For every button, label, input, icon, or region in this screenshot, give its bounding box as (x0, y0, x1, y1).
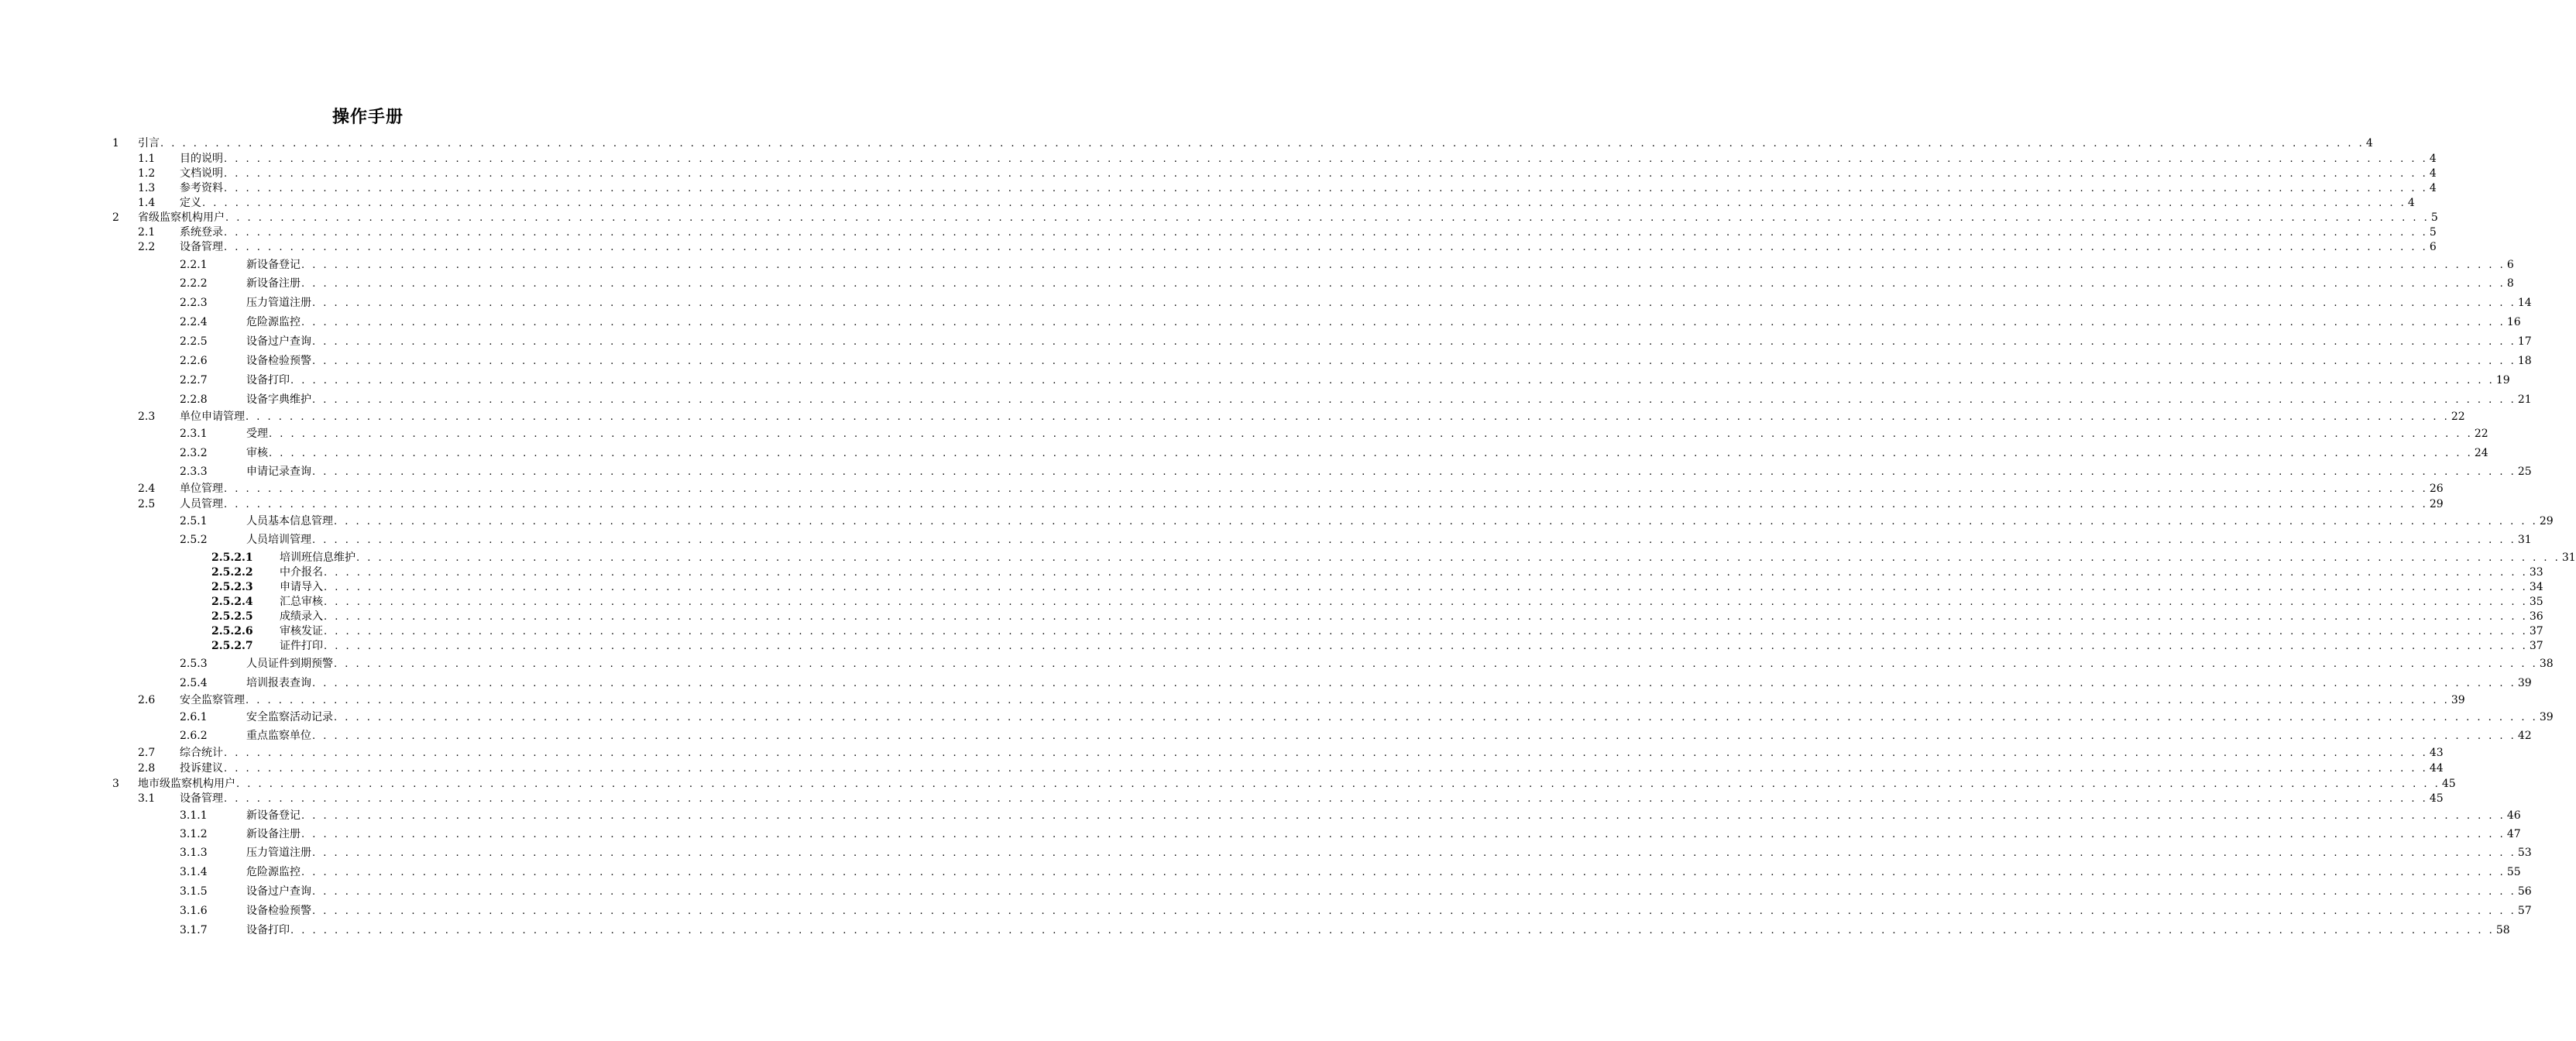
toc-entry-title: 设备过户查询 (246, 335, 311, 348)
toc-entry-page: 24 (2474, 447, 2488, 459)
toc-entry-number: 3.1.7 (180, 924, 208, 936)
toc-entry[interactable] (0, 446, 2488, 461)
toc-entry-title: 单位管理 (180, 483, 223, 495)
toc-entry-page: 53 (2517, 847, 2532, 859)
toc-entry-page: 25 (2517, 466, 2532, 478)
toc-entry-page: 42 (2517, 730, 2532, 742)
toc-entry-title: 人员培训管理 (246, 534, 311, 546)
dot-leader: . . . . . . . . . . . . . . . . . . . . . . . . . . . . . . . . . . . . . . . . . . . . . . . . . . . . . . . . . . . . . . . . . . . . . . . . . . . . . . . . . . . . . . . . . . . . . . . . . . . . . . . . . . . . . . . . . . . . . . . . . . . . . . . . . . . . . . . . . . . . . . . . . . . . . . . . . . . . . . . . . . . . . . . . . . . . . . . . . . . . . . . . . . . . . . . . . . . . . . . . (224, 483, 2428, 495)
toc-entry-number: 2.6 (138, 694, 156, 706)
toc-entry[interactable] (0, 533, 2532, 548)
toc-entry-page: 33 (2529, 566, 2543, 579)
toc-entry-page: 4 (2429, 182, 2437, 194)
toc-entry-page: 55 (2506, 866, 2521, 878)
toc-entry-title: 证件打印 (280, 640, 323, 652)
toc-entry[interactable] (0, 904, 2532, 919)
toc-entry-title: 设备管理 (180, 792, 223, 805)
dot-leader: . . . . . . . . . . . . . . . . . . . . . . . . . . . . . . . . . . . . . . . . . . . . . . . . . . . . . . . . . . . . . . . . . . . . . . . . . . . . . . . . . . . . . . . . . . . . . . . . . . . . . . . . . . . . . . . . . . . . . . . . . . . . . . . . . . . . . . . . . . . . . . . . . . . . . . . . . . . . . . . . . . . . . . . . . . . . . . . . . . . . . . . . . . . . . . . . . . . . . . . . (269, 448, 2473, 459)
dot-leader: . . . . . . . . . . . . . . . . . . . . . . . . . . . . . . . . . . . . . . . . . . . . . . . . . . . . . . . . . . . . . . . . . . . . . . . . . . . . . . . . . . . . . . . . . . . . . . . . . . . . . . . . . . . . . . . . . . . . . . . . . . . . . . . . . . . . . . . . . . . . . . . . . . . . . . . . . . . . . . . . . . . . . . . . . . . . . . . . . . . . . . . . . . . . . . . . . . . . . . . . (312, 297, 2516, 309)
toc-entry-page: 29 (2539, 515, 2554, 527)
toc-entry[interactable] (0, 225, 2437, 240)
toc-entry-number: 2.2.6 (180, 355, 208, 367)
toc-entry-title: 安全监察活动记录 (246, 711, 333, 723)
toc-entry-title: 培训报表查询 (246, 677, 311, 689)
toc-entry-number: 2.2.7 (180, 374, 208, 387)
toc-entry-title: 单位申请管理 (180, 411, 245, 423)
dot-leader: . . . . . . . . . . . . . . . . . . . . . . . . . . . . . . . . . . . . . . . . . . . . . . . . . . . . . . . . . . . . . . . . . . . . . . . . . . . . . . . . . . . . . . . . . . . . . . . . . . . . . . . . . . . . . . . . . . . . . . . . . . . . . . . . . . . . . . . . . . . . . . . . . . . . . . . . . . . . . . . . . . . . . . . . . . . . . . . . . . . . . . . . . . . . . . . . . . . . . . . . (224, 168, 2428, 180)
dot-leader: . . . . . . . . . . . . . . . . . . . . . . . . . . . . . . . . . . . . . . . . . . . . . . . . . . . . . . . . . . . . . . . . . . . . . . . . . . . . . . . . . . . . . . . . . . . . . . . . . . . . . . . . . . . . . . . . . . . . . . . . . . . . . . . . . . . . . . . . . . . . . . . . . . . . . . . . . . . . . . . . . . . . . . . . . . . . . . . . . . . . . . . . . . . . . . . . . . . . . . . . (312, 678, 2516, 689)
toc-entry-page: 19 (2495, 374, 2510, 387)
toc-entry-page: 6 (2429, 241, 2437, 253)
dot-leader: . . . . . . . . . . . . . . . . . . . . . . . . . . . . . . . . . . . . . . . . . . . . . . . . . . . . . . . . . . . . . . . . . . . . . . . . . . . . . . . . . . . . . . . . . . . . . . . . . . . . . . . . . . . . . . . . . . . . . . . . . . . . . . . . . . . . . . . . . . . . . . . . . . . . . . . . . . . . . . . . . . . . . . . . . . . . . . . . . . . . . . . . . . . . . . . . . . . . . . . . (224, 242, 2428, 253)
toc-entry-title: 成绩录入 (280, 610, 323, 623)
toc-entry-title: 汇总审核 (280, 596, 323, 608)
toc-entry-page: 4 (2429, 153, 2437, 165)
toc-entry-title: 人员证件到期预警 (246, 658, 333, 670)
toc-entry-number: 2.2.3 (180, 297, 208, 309)
dot-leader: . . . . . . . . . . . . . . . . . . . . . . . . . . . . . . . . . . . . . . . . . . . . . . . . . . . . . . . . . . . . . . . . . . . . . . . . . . . . . . . . . . . . . . . . . . . . . . . . . . . . . . . . . . . . . . . . . . . . . . . . . . . . . . . . . . . . . . . . . . . . . . . . . . . . . . . . . . . . . . . . . . . . . . . . . . . . . . . . . . . . . . . . . . . . . . . . . . . . . . . . (312, 356, 2516, 367)
toc-entry[interactable] (0, 410, 2465, 424)
toc-entry-page: 39 (2517, 677, 2532, 689)
toc-entry-title: 新设备登记 (246, 259, 301, 271)
toc-entry-page: 26 (2429, 483, 2444, 495)
toc-entry-number: 2 (112, 211, 119, 224)
dot-leader: . . . . . . . . . . . . . . . . . . . . . . . . . . . . . . . . . . . . . . . . . . . . . . . . . . . . . . . . . . . . . . . . . . . . . . . . . . . . . . . . . . . . . . . . . . . . . . . . . . . . . . . . . . . . . . . . . . . . . . . . . . . . . . . . . . . . . . . . . . . . . . . . . . . . . . . . . . . . . . . . . . . . . . . . . . . . . . . . . . . . . . . . . . . . . . . . . . . . . . . . (246, 695, 2450, 706)
toc-entry-number: 2.6.1 (180, 711, 208, 723)
dot-leader: . . . . . . . . . . . . . . . . . . . . . . . . . . . . . . . . . . . . . . . . . . . . . . . . . . . . . . . . . . . . . . . . . . . . . . . . . . . . . . . . . . . . . . . . . . . . . . . . . . . . . . . . . . . . . . . . . . . . . . . . . . . . . . . . . . . . . . . . . . . . . . . . . . . . . . . . . . . . . . . . . . . . . . . . . . . . . . . . . . . . . . . . . . . . . . . . . . . . . . . . (224, 183, 2428, 194)
dot-leader: . . . . . . . . . . . . . . . . . . . . . . . . . . . . . . . . . . . . . . . . . . . . . . . . . . . . . . . . . . . . . . . . . . . . . . . . . . . . . . . . . . . . . . . . . . . . . . . . . . . . . . . . . . . . . . . . . . . . . . . . . . . . . . . . . . . . . . . . . . . . . . . . . . . . . . . . . . . . . . . . . . . . . . . . . . . . . . . . . . . . . . . . . . . . . . . . . . . . . . . . (312, 886, 2516, 898)
dot-leader: . . . . . . . . . . . . . . . . . . . . . . . . . . . . . . . . . . . . . . . . . . . . . . . . . . . . . . . . . . . . . . . . . . . . . . . . . . . . . . . . . . . . . . . . . . . . . . . . . . . . . . . . . . . . . . . . . . . . . . . . . . . . . . . . . . . . . . . . . . . . . . . . . . . . . . . . . . . . . . . . . . . . . . . . . . . . . . . . . . . . . . . . . . . . . . . . . . . . . . . . (312, 730, 2516, 742)
dot-leader: . . . . . . . . . . . . . . . . . . . . . . . . . . . . . . . . . . . . . . . . . . . . . . . . . . . . . . . . . . . . . . . . . . . . . . . . . . . . . . . . . . . . . . . . . . . . . . . . . . . . . . . . . . . . . . . . . . . . . . . . . . . . . . . . . . . . . . . . . . . . . . . . . . . . . . . . . . . . . . . . . . . . . . . . . . . . . . . . . . . . . . . . . . . . . . . . . . . . . . . . (225, 212, 2430, 224)
dot-leader: . . . . . . . . . . . . . . . . . . . . . . . . . . . . . . . . . . . . . . . . . . . . . . . . . . . . . . . . . . . . . . . . . . . . . . . . . . . . . . . . . . . . . . . . . . . . . . . . . . . . . . . . . . . . . . . . . . . . . . . . . . . . . . . . . . . . . . . . . . . . . . . . . . . . . . . . . . . . . . . . . . . . . . . . . . . . . . . . . . . . . . . . . . . . . . . . . . . . . . . . (224, 763, 2428, 775)
toc-entry-number: 1 (112, 137, 119, 149)
toc-entry-title: 审核 (246, 447, 268, 459)
toc-entry-title: 综合统计 (180, 747, 223, 759)
dot-leader: . . . . . . . . . . . . . . . . . . . . . . . . . . . . . . . . . . . . . . . . . . . . . . . . . . . . . . . . . . . . . . . . . . . . . . . . . . . . . . . . . . . . . . . . . . . . . . . . . . . . . . . . . . . . . . . . . . . . . . . . . . . . . . . . . . . . . . . . . . . . . . . . . . . . . . . . . . . . . . . . . . . . . . . . . . . . . . . . . . . . . . . . . . . . . . . . . . . . . . . . (224, 153, 2428, 165)
toc-entry[interactable] (0, 393, 2532, 407)
toc-entry-title: 定义 (180, 197, 201, 209)
toc-entry-number: 2.6.2 (180, 730, 208, 742)
dot-leader: . . . . . . . . . . . . . . . . . . . . . . . . . . . . . . . . . . . . . . . . . . . . . . . . . . . . . . . . . . . . . . . . . . . . . . . . . . . . . . . . . . . . . . . . . . . . . . . . . . . . . . . . . . . . . . . . . . . . . . . . . . . . . . . . . . . . . . . . . . . . . . . . . . . . . . . . . . . . . . . . . . . . . . . . . . . . . . . . . . . . . . . . . . . . . . . . . . . . . . . . (301, 829, 2506, 840)
page-title: 操作手册 (331, 108, 404, 127)
toc-entry-title: 危险源监控 (246, 866, 301, 878)
toc-entry-page: 46 (2506, 809, 2521, 822)
toc-entry[interactable] (0, 296, 2532, 311)
toc-entry[interactable] (0, 761, 2444, 776)
toc-entry-page: 6 (2506, 259, 2514, 271)
toc-entry[interactable] (0, 354, 2532, 369)
toc-entry-page: 18 (2517, 355, 2532, 367)
toc-entry-title: 投诉建议 (180, 762, 223, 775)
toc-entry[interactable] (0, 335, 2532, 349)
toc-entry-number: 2.2.8 (180, 393, 208, 406)
toc-entry-number: 2.5.4 (180, 677, 208, 689)
toc-entry[interactable] (0, 610, 2543, 624)
toc-entry-page: 16 (2506, 316, 2521, 328)
toc-entry-number: 2.5.2.3 (211, 581, 253, 593)
dot-leader: . . . . . . . . . . . . . . . . . . . . . . . . . . . . . . . . . . . . . . . . . . . . . . . . . . . . . . . . . . . . . . . . . . . . . . . . . . . . . . . . . . . . . . . . . . . . . . . . . . . . . . . . . . . . . . . . . . . . . . . . . . . . . . . . . . . . . . . . . . . . . . . . . . . . . . . . . . . . . . . . . . . . . . . . . . . . . . . . . . . . . . . . . . . . . . . . . . . . . . . . (312, 534, 2516, 546)
toc-entry[interactable] (0, 315, 2521, 330)
toc-entry-title: 省级监察机构用户 (138, 211, 225, 224)
toc-entry-page: 56 (2517, 885, 2532, 898)
toc-entry-page: 38 (2539, 658, 2554, 670)
toc-entry[interactable] (0, 639, 2543, 654)
toc-entry-number: 2.3.2 (180, 447, 208, 459)
toc-entry-title: 审核发证 (280, 625, 323, 637)
dot-leader: . . . . . . . . . . . . . . . . . . . . . . . . . . . . . . . . . . . . . . . . . . . . . . . . . . . . . . . . . . . . . . . . . . . . . . . . . . . . . . . . . . . . . . . . . . . . . . . . . . . . . . . . . . . . . . . . . . . . . . . . . . . . . . . . . . . . . . . . . . . . . . . . . . . . . . . . . . . . . . . . . . . . . . . . . . . . . . . . . . . . . . . . . . . . . . . . . . . . . . . . (224, 747, 2428, 759)
dot-leader: . . . . . . . . . . . . . . . . . . . . . . . . . . . . . . . . . . . . . . . . . . . . . . . . . . . . . . . . . . . . . . . . . . . . . . . . . . . . . . . . . . . . . . . . . . . . . . . . . . . . . . . . . . . . . . . . . . . . . . . . . . . . . . . . . . . . . . . . . . . . . . . . . . . . . . . . . . . . . . . . . . . . . . . . . . . . . . . . . . . . . . . . . . . . . . . . . . . . . . . . (324, 611, 2528, 623)
toc-entry-title: 新设备注册 (246, 277, 301, 290)
toc-entry-number: 3.1.2 (180, 828, 208, 840)
toc-entry-number: 2.4 (138, 483, 156, 495)
toc-entry-number: 1.4 (138, 197, 156, 209)
toc-entry-number: 2.2.5 (180, 335, 208, 348)
toc-entry-page: 4 (2429, 167, 2437, 180)
toc-entry-number: 2.5.1 (180, 515, 208, 527)
dot-leader: . . . . . . . . . . . . . . . . . . . . . . . . . . . . . . . . . . . . . . . . . . . . . . . . . . . . . . . . . . . . . . . . . . . . . . . . . . . . . . . . . . . . . . . . . . . . . . . . . . . . . . . . . . . . . . . . . . . . . . . . . . . . . . . . . . . . . . . . . . . . . . . . . . . . . . . . . . . . . . . . . . . . . . . . . . . . . . . . . . . . . . . . . . . . . . . . . . . . . . . . (324, 567, 2528, 579)
toc-entry[interactable] (0, 746, 2444, 761)
dot-leader: . . . . . . . . . . . . . . . . . . . . . . . . . . . . . . . . . . . . . . . . . . . . . . . . . . . . . . . . . . . . . . . . . . . . . . . . . . . . . . . . . . . . . . . . . . . . . . . . . . . . . . . . . . . . . . . . . . . . . . . . . . . . . . . . . . . . . . . . . . . . . . . . . . . . . . . . . . . . . . . . . . . . . . . . . . . . . . . . . . . . . . . . . . . . . . . . . . . . . . . . (324, 641, 2528, 652)
dot-leader: . . . . . . . . . . . . . . . . . . . . . . . . . . . . . . . . . . . . . . . . . . . . . . . . . . . . . . . . . . . . . . . . . . . . . . . . . . . . . . . . . . . . . . . . . . . . . . . . . . . . . . . . . . . . . . . . . . . . . . . . . . . . . . . . . . . . . . . . . . . . . . . . . . . . . . . . . . . . . . . . . . . . . . . . . . . . . . . . . . . . . . . . . . . . . . . . . . . . . . . . (312, 394, 2516, 406)
toc-entry-page: 45 (2441, 778, 2456, 790)
toc-entry-page: 14 (2517, 297, 2532, 309)
dot-leader: . . . . . . . . . . . . . . . . . . . . . . . . . . . . . . . . . . . . . . . . . . . . . . . . . . . . . . . . . . . . . . . . . . . . . . . . . . . . . . . . . . . . . . . . . . . . . . . . . . . . . . . . . . . . . . . . . . . . . . . . . . . . . . . . . . . . . . . . . . . . . . . . . . . . . . . . . . . . . . . . . . . . . . . . . . . . . . . . . . . . . . . . . . . . . . . . . . . . . . . . (224, 499, 2428, 510)
toc-entry[interactable] (0, 580, 2543, 595)
toc-entry-page: 17 (2517, 335, 2532, 348)
toc-entry-page: 39 (2539, 711, 2554, 723)
toc-entry-page: 47 (2506, 828, 2521, 840)
toc-entry-title: 申请记录查询 (246, 466, 311, 478)
toc-entry-title: 目的说明 (180, 153, 223, 165)
toc-entry[interactable] (0, 258, 2514, 273)
toc-entry-page: 5 (2430, 211, 2438, 224)
toc-entry-number: 2.3.1 (180, 428, 208, 440)
toc-entry[interactable] (0, 792, 2444, 806)
dot-leader: . . . . . . . . . . . . . . . . . . . . . . . . . . . . . . . . . . . . . . . . . . . . . . . . . . . . . . . . . . . . . . . . . . . . . . . . . . . . . . . . . . . . . . . . . . . . . . . . . . . . . . . . . . . . . . . . . . . . . . . . . . . . . . . . . . . . . . . . . . . . . . . . . . . . . . . . . . . . . . . . . . . . . . . . . . . . . . . . . . . . . . . . . . . . . . . . . . . . . . . . (356, 552, 2561, 564)
toc-entry-title: 受理 (246, 428, 268, 440)
dot-leader: . . . . . . . . . . . . . . . . . . . . . . . . . . . . . . . . . . . . . . . . . . . . . . . . . . . . . . . . . . . . . . . . . . . . . . . . . . . . . . . . . . . . . . . . . . . . . . . . . . . . . . . . . . . . . . . . . . . . . . . . . . . . . . . . . . . . . . . . . . . . . . . . . . . . . . . . . . . . . . . . . . . . . . . . . . . . . . . . . . . . . . . . . . . . . . . . . . . . . . . . (290, 375, 2495, 387)
dot-leader: . . . . . . . . . . . . . . . . . . . . . . . . . . . . . . . . . . . . . . . . . . . . . . . . . . . . . . . . . . . . . . . . . . . . . . . . . . . . . . . . . . . . . . . . . . . . . . . . . . . . . . . . . . . . . . . . . . . . . . . . . . . . . . . . . . . . . . . . . . . . . . . . . . . . . . . . . . . . . . . . . . . . . . . . . . . . . . . . . . . . . . . . . . . . . . . . . . . . . . . . (312, 847, 2516, 859)
dot-leader: . . . . . . . . . . . . . . . . . . . . . . . . . . . . . . . . . . . . . . . . . . . . . . . . . . . . . . . . . . . . . . . . . . . . . . . . . . . . . . . . . . . . . . . . . . . . . . . . . . . . . . . . . . . . . . . . . . . . . . . . . . . . . . . . . . . . . . . . . . . . . . . . . . . . . . . . . . . . . . . . . . . . . . . . . . . . . . . . . . . . . . . . . . . . . . . . . . . . . . . . (290, 925, 2495, 936)
toc-entry[interactable] (0, 136, 2373, 151)
toc-entry[interactable] (0, 657, 2554, 672)
toc-entry[interactable] (0, 676, 2532, 691)
toc-entry-number: 2.5.2.6 (211, 625, 253, 637)
dot-leader: . . . . . . . . . . . . . . . . . . . . . . . . . . . . . . . . . . . . . . . . . . . . . . . . . . . . . . . . . . . . . . . . . . . . . . . . . . . . . . . . . . . . . . . . . . . . . . . . . . . . . . . . . . . . . . . . . . . . . . . . . . . . . . . . . . . . . . . . . . . . . . . . . . . . . . . . . . . . . . . . . . . . . . . . . . . . . . . . . . . . . . . . . . . . . . . . . . . . . . . . (301, 278, 2506, 290)
toc-entry-title: 系统登录 (180, 226, 223, 239)
toc-entry[interactable] (0, 167, 2437, 181)
dot-leader: . . . . . . . . . . . . . . . . . . . . . . . . . . . . . . . . . . . . . . . . . . . . . . . . . . . . . . . . . . . . . . . . . . . . . . . . . . . . . . . . . . . . . . . . . . . . . . . . . . . . . . . . . . . . . . . . . . . . . . . . . . . . . . . . . . . . . . . . . . . . . . . . . . . . . . . . . . . . . . . . . . . . . . . . . . . . . . . . . . . . . . . . . . . . . . . . . . . . . . . . (324, 596, 2528, 608)
toc-entry-title: 申请导入 (280, 581, 323, 593)
toc-entry-number: 2.5.2.2 (211, 566, 253, 579)
toc-entry-number: 3.1.6 (180, 905, 208, 917)
toc-entry-number: 2.5.3 (180, 658, 208, 670)
dot-leader: . . . . . . . . . . . . . . . . . . . . . . . . . . . . . . . . . . . . . . . . . . . . . . . . . . . . . . . . . . . . . . . . . . . . . . . . . . . . . . . . . . . . . . . . . . . . . . . . . . . . . . . . . . . . . . . . . . . . . . . . . . . . . . . . . . . . . . . . . . . . . . . . . . . . . . . . . . . . . . . . . . . . . . . . . . . . . . . . . . . . . . . . . . . . . . . . . . . . . . . . (334, 712, 2538, 723)
dot-leader: . . . . . . . . . . . . . . . . . . . . . . . . . . . . . . . . . . . . . . . . . . . . . . . . . . . . . . . . . . . . . . . . . . . . . . . . . . . . . . . . . . . . . . . . . . . . . . . . . . . . . . . . . . . . . . . . . . . . . . . . . . . . . . . . . . . . . . . . . . . . . . . . . . . . . . . . . . . . . . . . . . . . . . . . . . . . . . . . . . . . . . . . . . . . . . . . . . . . . . . . (334, 658, 2538, 670)
toc-entry-title: 压力管道注册 (246, 297, 311, 309)
toc-entry-page: 8 (2506, 277, 2514, 290)
dot-leader: . . . . . . . . . . . . . . . . . . . . . . . . . . . . . . . . . . . . . . . . . . . . . . . . . . . . . . . . . . . . . . . . . . . . . . . . . . . . . . . . . . . . . . . . . . . . . . . . . . . . . . . . . . . . . . . . . . . . . . . . . . . . . . . . . . . . . . . . . . . . . . . . . . . . . . . . . . . . . . . . . . . . . . . . . . . . . . . . . . . . . . . . . . . . . . . . . . . . . . . . (301, 867, 2506, 878)
toc-entry[interactable] (0, 923, 2510, 938)
toc-entry[interactable] (0, 624, 2543, 639)
toc-entry[interactable] (0, 565, 2543, 580)
dot-leader: . . . . . . . . . . . . . . . . . . . . . . . . . . . . . . . . . . . . . . . . . . . . . . . . . . . . . . . . . . . . . . . . . . . . . . . . . . . . . . . . . . . . . . . . . . . . . . . . . . . . . . . . . . . . . . . . . . . . . . . . . . . . . . . . . . . . . . . . . . . . . . . . . . . . . . . . . . . . . . . . . . . . . . . . . . . . . . . . . . . . . . . . . . . . . . . . . . . . . . . . (324, 626, 2528, 637)
toc-entry[interactable] (0, 865, 2521, 880)
toc-entry-page: 22 (2474, 428, 2488, 440)
toc-entry-title: 地市级监察机构用户 (138, 778, 235, 790)
toc-entry[interactable] (0, 885, 2532, 899)
toc-entry-title: 引言 (138, 137, 160, 149)
dot-leader: . . . . . . . . . . . . . . . . . . . . . . . . . . . . . . . . . . . . . . . . . . . . . . . . . . . . . . . . . . . . . . . . . . . . . . . . . . . . . . . . . . . . . . . . . . . . . . . . . . . . . . . . . . . . . . . . . . . . . . . . . . . . . . . . . . . . . . . . . . . . . . . . . . . . . . . . . . . . . . . . . . . . . . . . . . . . . . . . . . . . . . . . . . . . . . . . . . . . . . . . (224, 227, 2428, 239)
toc-entry-number: 2.5.2.1 (211, 551, 253, 564)
dot-leader: . . . . . . . . . . . . . . . . . . . . . . . . . . . . . . . . . . . . . . . . . . . . . . . . . . . . . . . . . . . . . . . . . . . . . . . . . . . . . . . . . . . . . . . . . . . . . . . . . . . . . . . . . . . . . . . . . . . . . . . . . . . . . . . . . . . . . . . . . . . . . . . . . . . . . . . . . . . . . . . . . . . . . . . . . . . . . . . . . . . . . . . . . . . . . . . . . . . . . . . . (301, 259, 2506, 271)
toc-entry-title: 重点监察单位 (246, 730, 311, 742)
toc-entry[interactable] (0, 827, 2521, 842)
toc-entry-title: 设备过户查询 (246, 885, 311, 898)
toc-entry-number: 2.8 (138, 762, 156, 775)
toc-entry-number: 2.5.2.5 (211, 610, 253, 623)
toc-entry-page: 43 (2429, 747, 2444, 759)
toc-entry[interactable] (0, 595, 2543, 610)
toc-entry-number: 3.1 (138, 792, 156, 805)
toc-entry-number: 2.2.4 (180, 316, 208, 328)
toc-entry[interactable] (0, 211, 2438, 225)
toc-entry-title: 危险源监控 (246, 316, 301, 328)
toc-entry-page: 37 (2529, 625, 2543, 637)
toc-entry-page: 35 (2529, 596, 2543, 608)
dot-leader: . . . . . . . . . . . . . . . . . . . . . . . . . . . . . . . . . . . . . . . . . . . . . . . . . . . . . . . . . . . . . . . . . . . . . . . . . . . . . . . . . . . . . . . . . . . . . . . . . . . . . . . . . . . . . . . . . . . . . . . . . . . . . . . . . . . . . . . . . . . . . . . . . . . . . . . . . . . . . . . . . . . . . . . . . . . . . . . . . . . . . . . . . . . . . . . . . . . . . . . . (312, 466, 2516, 478)
toc-entry-number: 1.2 (138, 167, 156, 180)
toc-entry-title: 设备检验预警 (246, 905, 311, 917)
dot-leader: . . . . . . . . . . . . . . . . . . . . . . . . . . . . . . . . . . . . . . . . . . . . . . . . . . . . . . . . . . . . . . . . . . . . . . . . . . . . . . . . . . . . . . . . . . . . . . . . . . . . . . . . . . . . . . . . . . . . . . . . . . . . . . . . . . . . . . . . . . . . . . . . . . . . . . . . . . . . . . . . . . . . . . . . . . . . . . . . . . . . . . . . . . . . . . . . . . . . . . . . (301, 317, 2506, 328)
toc-entry-title: 文档说明 (180, 167, 223, 180)
toc-entry[interactable] (0, 240, 2437, 255)
toc-entry-title: 设备打印 (246, 374, 290, 387)
toc-entry-number: 2.3 (138, 411, 156, 423)
toc-entry-page: 21 (2517, 393, 2532, 406)
toc-entry-number: 2.2.1 (180, 259, 208, 271)
toc-entry-number: 3.1.4 (180, 866, 208, 878)
toc-entry[interactable] (0, 196, 2415, 211)
toc-entry-page: 34 (2529, 581, 2543, 593)
toc-entry-page: 4 (2407, 197, 2415, 209)
toc-entry-number: 2.5.2.7 (211, 640, 253, 652)
dot-leader: . . . . . . . . . . . . . . . . . . . . . . . . . . . . . . . . . . . . . . . . . . . . . . . . . . . . . . . . . . . . . . . . . . . . . . . . . . . . . . . . . . . . . . . . . . . . . . . . . . . . . . . . . . . . . . . . . . . . . . . . . . . . . . . . . . . . . . . . . . . . . . . . . . . . . . . . . . . . . . . . . . . . . . . . . . . . . . . . . . . . . . . . . . . . . . . . . . . . . . . . (324, 582, 2528, 593)
toc-entry-page: 4 (2365, 137, 2373, 149)
dot-leader: . . . . . . . . . . . . . . . . . . . . . . . . . . . . . . . . . . . . . . . . . . . . . . . . . . . . . . . . . . . . . . . . . . . . . . . . . . . . . . . . . . . . . . . . . . . . . . . . . . . . . . . . . . . . . . . . . . . . . . . . . . . . . . . . . . . . . . . . . . . . . . . . . . . . . . . . . . . . . . . . . . . . . . . . . . . . . . . . . . . . . . . . . . . . . . . . . . . . . . . . (202, 198, 2406, 209)
toc-entry-number: 2.7 (138, 747, 156, 759)
toc-entry-page: 31 (2561, 551, 2576, 564)
toc-entry[interactable] (0, 693, 2465, 708)
toc-entry-title: 设备打印 (246, 924, 290, 936)
toc-entry-page: 31 (2517, 534, 2532, 546)
toc-entry-number: 2.3.3 (180, 466, 208, 478)
toc-entry-page: 45 (2429, 792, 2444, 805)
toc-entry-number: 3.1.5 (180, 885, 208, 898)
toc-entry-number: 1.3 (138, 182, 156, 194)
toc-entry-title: 安全监察管理 (180, 694, 245, 706)
toc-entry-title: 压力管道注册 (246, 847, 311, 859)
toc-entry-page: 44 (2429, 762, 2444, 775)
toc-entry[interactable] (0, 809, 2521, 823)
toc-entry[interactable] (0, 514, 2554, 529)
toc-entry-title: 新设备登记 (246, 809, 301, 822)
toc-entry-title: 设备检验预警 (246, 355, 311, 367)
dot-leader: . . . . . . . . . . . . . . . . . . . . . . . . . . . . . . . . . . . . . . . . . . . . . . . . . . . . . . . . . . . . . . . . . . . . . . . . . . . . . . . . . . . . . . . . . . . . . . . . . . . . . . . . . . . . . . . . . . . . . . . . . . . . . . . . . . . . . . . . . . . . . . . . . . . . . . . . . . . . . . . . . . . . . . . . . . . . . . . . . . . . . . . . . . . . . . . . . . . . . . . . (246, 411, 2450, 423)
toc-entry-page: 29 (2429, 498, 2444, 510)
toc-entry-page: 37 (2529, 640, 2543, 652)
toc-entry-page: 39 (2451, 694, 2465, 706)
toc-entry-number: 3.1.1 (180, 809, 208, 822)
toc-entry-number: 1.1 (138, 153, 156, 165)
toc-entry[interactable] (0, 181, 2437, 196)
toc-entry-page: 57 (2517, 905, 2532, 917)
toc-entry-page: 58 (2495, 924, 2510, 936)
toc-entry-title: 设备字典维护 (246, 393, 311, 406)
toc-entry[interactable] (0, 482, 2444, 496)
toc-entry-number: 2.1 (138, 226, 156, 239)
toc-entry[interactable] (0, 497, 2444, 512)
toc-entry[interactable] (0, 427, 2488, 441)
toc-entry-title: 参考资料 (180, 182, 223, 194)
toc-entry-number: 3.1.3 (180, 847, 208, 859)
toc-entry-number: 2.5 (138, 498, 156, 510)
dot-leader: . . . . . . . . . . . . . . . . . . . . . . . . . . . . . . . . . . . . . . . . . . . . . . . . . . . . . . . . . . . . . . . . . . . . . . . . . . . . . . . . . . . . . . . . . . . . . . . . . . . . . . . . . . . . . . . . . . . . . . . . . . . . . . . . . . . . . . . . . . . . . . . . . . . . . . . . . . . . . . . . . . . . . . . . . . . . . . . . . . . . . . . . . . . . . . . . . . . . . . . . (160, 138, 2365, 149)
toc-entry[interactable] (0, 373, 2510, 388)
toc-entry-number: 2.5.2 (180, 534, 208, 546)
toc-entry-title: 新设备注册 (246, 828, 301, 840)
dot-leader: . . . . . . . . . . . . . . . . . . . . . . . . . . . . . . . . . . . . . . . . . . . . . . . . . . . . . . . . . . . . . . . . . . . . . . . . . . . . . . . . . . . . . . . . . . . . . . . . . . . . . . . . . . . . . . . . . . . . . . . . . . . . . . . . . . . . . . . . . . . . . . . . . . . . . . . . . . . . . . . . . . . . . . . . . . . . . . . . . . . . . . . . . . . . . . . . . . . . . . . . (312, 905, 2516, 917)
dot-leader: . . . . . . . . . . . . . . . . . . . . . . . . . . . . . . . . . . . . . . . . . . . . . . . . . . . . . . . . . . . . . . . . . . . . . . . . . . . . . . . . . . . . . . . . . . . . . . . . . . . . . . . . . . . . . . . . . . . . . . . . . . . . . . . . . . . . . . . . . . . . . . . . . . . . . . . . . . . . . . . . . . . . . . . . . . . . . . . . . . . . . . . . . . . . . . . . . . . . . . . . (312, 336, 2516, 348)
toc-entry-page: 36 (2529, 610, 2543, 623)
dot-leader: . . . . . . . . . . . . . . . . . . . . . . . . . . . . . . . . . . . . . . . . . . . . . . . . . . . . . . . . . . . . . . . . . . . . . . . . . . . . . . . . . . . . . . . . . . . . . . . . . . . . . . . . . . . . . . . . . . . . . . . . . . . . . . . . . . . . . . . . . . . . . . . . . . . . . . . . . . . . . . . . . . . . . . . . . . . . . . . . . . . . . . . . . . . . . . . . . . . . . . . . (269, 428, 2473, 440)
dot-leader: . . . . . . . . . . . . . . . . . . . . . . . . . . . . . . . . . . . . . . . . . . . . . . . . . . . . . . . . . . . . . . . . . . . . . . . . . . . . . . . . . . . . . . . . . . . . . . . . . . . . . . . . . . . . . . . . . . . . . . . . . . . . . . . . . . . . . . . . . . . . . . . . . . . . . . . . . . . . . . . . . . . . . . . . . . . . . . . . . . . . . . . . . . . . . . . . . . . . . . . . (236, 778, 2440, 790)
toc-entry-page: 22 (2451, 411, 2465, 423)
dot-leader: . . . . . . . . . . . . . . . . . . . . . . . . . . . . . . . . . . . . . . . . . . . . . . . . . . . . . . . . . . . . . . . . . . . . . . . . . . . . . . . . . . . . . . . . . . . . . . . . . . . . . . . . . . . . . . . . . . . . . . . . . . . . . . . . . . . . . . . . . . . . . . . . . . . . . . . . . . . . . . . . . . . . . . . . . . . . . . . . . . . . . . . . . . . . . . . . . . . . . . . . (301, 810, 2506, 822)
toc-entry[interactable] (0, 152, 2437, 167)
toc-entry-number: 3 (112, 778, 119, 790)
toc-entry-page: 5 (2429, 226, 2437, 239)
toc-entry-title: 人员管理 (180, 498, 223, 510)
toc-entry-title: 培训班信息维护 (280, 551, 355, 564)
toc-entry[interactable] (0, 277, 2514, 291)
dot-leader: . . . . . . . . . . . . . . . . . . . . . . . . . . . . . . . . . . . . . . . . . . . . . . . . . . . . . . . . . . . . . . . . . . . . . . . . . . . . . . . . . . . . . . . . . . . . . . . . . . . . . . . . . . . . . . . . . . . . . . . . . . . . . . . . . . . . . . . . . . . . . . . . . . . . . . . . . . . . . . . . . . . . . . . . . . . . . . . . . . . . . . . . . . . . . . . . . . . . . . . . (334, 516, 2538, 527)
toc-entry[interactable] (0, 465, 2532, 479)
toc-entry-title: 设备管理 (180, 241, 223, 253)
toc-entry[interactable] (0, 846, 2532, 861)
toc-entry-title: 人员基本信息管理 (246, 515, 333, 527)
toc-entry[interactable] (0, 777, 2456, 792)
toc-entry[interactable] (0, 729, 2532, 744)
dot-leader: . . . . . . . . . . . . . . . . . . . . . . . . . . . . . . . . . . . . . . . . . . . . . . . . . . . . . . . . . . . . . . . . . . . . . . . . . . . . . . . . . . . . . . . . . . . . . . . . . . . . . . . . . . . . . . . . . . . . . . . . . . . . . . . . . . . . . . . . . . . . . . . . . . . . . . . . . . . . . . . . . . . . . . . . . . . . . . . . . . . . . . . . . . . . . . . . . . . . . . . . (224, 793, 2428, 805)
toc-entry-number: 2.2.2 (180, 277, 208, 290)
toc-entry[interactable] (0, 551, 2576, 565)
toc-entry-number: 2.5.2.4 (211, 596, 253, 608)
toc-entry-number: 2.2 (138, 241, 156, 253)
toc-entry-title: 中介报名 (280, 566, 323, 579)
toc-entry[interactable] (0, 710, 2554, 725)
